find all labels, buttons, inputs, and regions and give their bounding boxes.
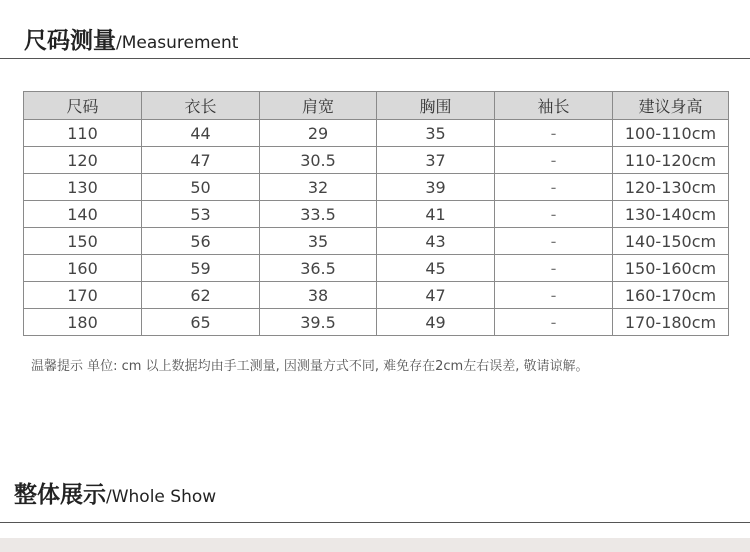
cell-chest: 47 [377,282,495,309]
table-row [24,309,729,336]
cell-size: 110 [24,120,142,147]
header-chest: 胸围 [377,92,495,120]
cell-sleeve: - [495,174,613,201]
cell-height: 170-180cm [613,309,729,336]
cell-length: 56 [142,228,260,255]
cell-height: 120-130cm [613,174,729,201]
cell-sleeve: - [495,120,613,147]
cell-shoulder: 29 [260,120,377,147]
measurement-title-zh: 尺码测量 [24,28,116,54]
table-row [24,282,729,309]
cell-size: 180 [24,309,142,336]
cell-sleeve: - [495,255,613,282]
cell-height: 130-140cm [613,201,729,228]
cell-length: 47 [142,147,260,174]
cell-size: 120 [24,147,142,174]
cell-shoulder: 30.5 [260,147,377,174]
cell-sleeve: - [495,201,613,228]
cell-length: 53 [142,201,260,228]
header-sleeve: 袖长 [495,92,613,120]
table-row [24,147,729,174]
cell-size: 170 [24,282,142,309]
cell-chest: 49 [377,309,495,336]
product-image-edge [0,538,750,552]
cell-shoulder: 36.5 [260,255,377,282]
cell-height: 150-160cm [613,255,729,282]
cell-length: 50 [142,174,260,201]
table-row [24,228,729,255]
cell-length: 59 [142,255,260,282]
cell-sleeve: - [495,309,613,336]
measurement-section-title [24,22,238,55]
table-row [24,255,729,282]
whole-show-title-en: /Whole Show [106,487,217,507]
cell-height: 100-110cm [613,120,729,147]
header-length: 衣长 [142,92,260,120]
cell-sleeve: - [495,147,613,174]
cell-size: 160 [24,255,142,282]
size-table [23,91,729,336]
cell-sleeve: - [495,228,613,255]
cell-length: 62 [142,282,260,309]
table-header-row [24,92,729,120]
header-shoulder: 肩宽 [260,92,377,120]
section-divider [0,58,750,59]
whole-show-section-title [14,476,216,509]
cell-length: 44 [142,120,260,147]
header-height: 建议身高 [613,92,729,120]
measurement-note: 温馨提示 单位: cm 以上数据均由手工测量, 因测量方式不同, 难免存在2cm左右误差, 敬请谅解。 [31,359,589,374]
header-size: 尺码 [24,92,142,120]
table-row [24,201,729,228]
cell-size: 150 [24,228,142,255]
table-row [24,120,729,147]
cell-shoulder: 32 [260,174,377,201]
cell-shoulder: 38 [260,282,377,309]
whole-show-title-zh: 整体展示 [14,482,106,508]
cell-shoulder: 35 [260,228,377,255]
cell-shoulder: 33.5 [260,201,377,228]
cell-height: 140-150cm [613,228,729,255]
cell-length: 65 [142,309,260,336]
cell-chest: 43 [377,228,495,255]
cell-chest: 45 [377,255,495,282]
cell-size: 140 [24,201,142,228]
cell-chest: 39 [377,174,495,201]
cell-size: 130 [24,174,142,201]
table-row [24,174,729,201]
cell-height: 160-170cm [613,282,729,309]
cell-shoulder: 39.5 [260,309,377,336]
cell-height: 110-120cm [613,147,729,174]
cell-chest: 35 [377,120,495,147]
cell-chest: 37 [377,147,495,174]
cell-chest: 41 [377,201,495,228]
cell-sleeve: - [495,282,613,309]
section-divider [0,522,750,523]
measurement-title-en: /Measurement [116,33,239,53]
